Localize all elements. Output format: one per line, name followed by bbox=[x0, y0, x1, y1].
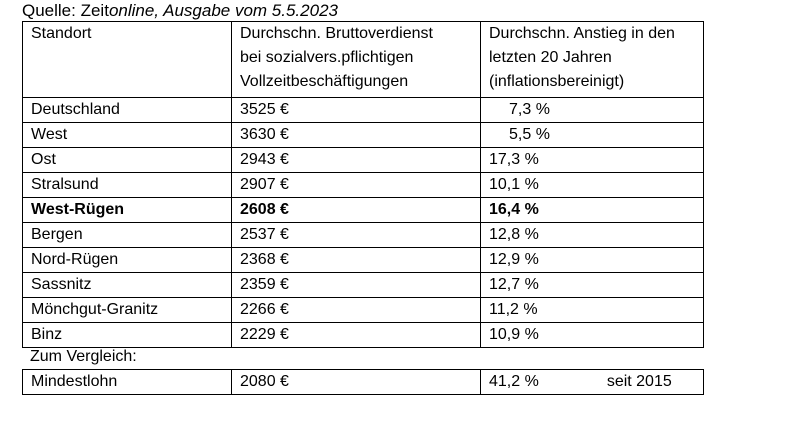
source-prefix: Quelle: Zeit bbox=[22, 1, 109, 20]
comparison-row bbox=[23, 370, 704, 395]
cell-verdienst: 3525 € bbox=[232, 98, 481, 123]
cell-standort: Binz bbox=[23, 323, 232, 348]
cell-anstieg: 7,3 % bbox=[481, 98, 704, 123]
table-row bbox=[23, 273, 704, 298]
source-line bbox=[22, 1, 338, 21]
cell-anstieg: 11,2 % bbox=[481, 298, 704, 323]
cell-verdienst: 2080 € bbox=[232, 370, 481, 395]
table-row-highlight bbox=[23, 198, 704, 223]
header-verdienst bbox=[232, 22, 481, 98]
cell-anstieg: 10,9 % bbox=[481, 323, 704, 348]
comparison-table bbox=[22, 369, 704, 395]
cell-verdienst: 2943 € bbox=[232, 148, 481, 173]
table-row bbox=[23, 173, 704, 198]
cell-anstieg: 12,8 % bbox=[481, 223, 704, 248]
cell-verdienst: 2368 € bbox=[232, 248, 481, 273]
comparison-label: Zum Vergleich: bbox=[30, 348, 137, 365]
cell-verdienst: 2537 € bbox=[232, 223, 481, 248]
cell-standort: Mönchgut-Granitz bbox=[23, 298, 232, 323]
cell-verdienst: 2229 € bbox=[232, 323, 481, 348]
header-line: bei sozialvers.pflichtigen bbox=[240, 49, 414, 66]
header-line: Standort bbox=[31, 25, 92, 42]
header-line: Durchschn. Bruttoverdienst bbox=[240, 25, 433, 42]
header-line: letzten 20 Jahren bbox=[489, 49, 612, 66]
anstieg-value: 41,2 % bbox=[489, 373, 539, 390]
cell-anstieg: 12,9 % bbox=[481, 248, 704, 273]
cell-anstieg: 12,7 % bbox=[481, 273, 704, 298]
cell-verdienst: 3630 € bbox=[232, 123, 481, 148]
source-italic: online, Ausgabe vom 5.5.2023 bbox=[108, 1, 338, 20]
cell-anstieg bbox=[481, 370, 704, 395]
table-row bbox=[23, 98, 704, 123]
table-row bbox=[23, 248, 704, 273]
cell-standort: Stralsund bbox=[23, 173, 232, 198]
cell-standort: Mindestlohn bbox=[23, 370, 232, 395]
header-line: Durchschn. Anstieg in den bbox=[489, 25, 675, 42]
table-row bbox=[23, 298, 704, 323]
anstieg-note: seit 2015 bbox=[606, 373, 672, 390]
cell-verdienst: 2266 € bbox=[232, 298, 481, 323]
cell-standort: Deutschland bbox=[23, 98, 232, 123]
cell-standort: Ost bbox=[23, 148, 232, 173]
header-line: (inflationsbereinigt) bbox=[489, 73, 625, 90]
cell-anstieg: 5,5 % bbox=[481, 123, 704, 148]
header-anstieg bbox=[481, 22, 704, 98]
header-standort bbox=[23, 22, 232, 98]
cell-anstieg: 16,4 % bbox=[481, 198, 704, 223]
cell-anstieg: 17,3 % bbox=[481, 148, 704, 173]
cell-verdienst: 2608 € bbox=[232, 198, 481, 223]
cell-standort: Bergen bbox=[23, 223, 232, 248]
cell-verdienst: 2907 € bbox=[232, 173, 481, 198]
table-header-row bbox=[23, 22, 704, 98]
wage-table bbox=[22, 21, 704, 348]
cell-standort: West-Rügen bbox=[23, 198, 232, 223]
cell-anstieg: 10,1 % bbox=[481, 173, 704, 198]
cell-standort: West bbox=[23, 123, 232, 148]
table-row bbox=[23, 223, 704, 248]
table-row bbox=[23, 148, 704, 173]
cell-verdienst: 2359 € bbox=[232, 273, 481, 298]
cell-standort: Nord-Rügen bbox=[23, 248, 232, 273]
table-row bbox=[23, 123, 704, 148]
table-row bbox=[23, 323, 704, 348]
header-line: Vollzeitbeschäftigungen bbox=[240, 73, 409, 90]
cell-standort: Sassnitz bbox=[23, 273, 232, 298]
